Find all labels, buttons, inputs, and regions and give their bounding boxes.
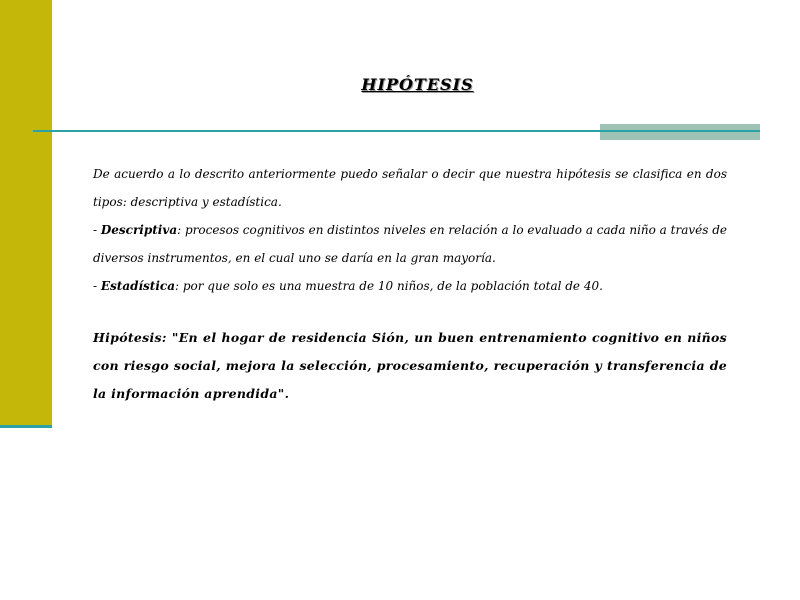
bullet-estadistica xyxy=(93,272,727,300)
bullet-descriptiva xyxy=(93,216,727,272)
bullet-term: Descriptiva xyxy=(100,223,178,237)
bullet-term: Estadística xyxy=(100,279,175,293)
hypothesis-statement: Hipótesis: "En el hogar de residencia Sión, un buen entrenamiento cognitivo en niños con riesgo social, mejora la selección, procesamiento, recuperación y transferencia de la información aprendida". xyxy=(93,330,727,401)
slide-content xyxy=(93,160,727,421)
left-accent-underline xyxy=(0,425,52,428)
bullet-prefix: - xyxy=(93,279,101,293)
bullet-prefix: - xyxy=(93,223,101,237)
divider-accent-block xyxy=(600,124,760,140)
intro-paragraph: De acuerdo a lo descrito anteriormente puedo señalar o decir que nuestra hipótesis se clasifica en dos tipos: descriptiva y estadística. xyxy=(93,167,727,209)
bullet-text: : por que solo es una muestra de 10 niños, de la población total de 40. xyxy=(174,279,603,293)
bullet-text: : procesos cognitivos en distintos niveles en relación a lo evaluado a cada niño a través de diversos instrumentos, en el cual uno se daría en la gran mayoría. xyxy=(93,223,727,265)
slide-title: HIPÓTESIS xyxy=(361,75,474,94)
left-accent-bar xyxy=(0,0,52,425)
